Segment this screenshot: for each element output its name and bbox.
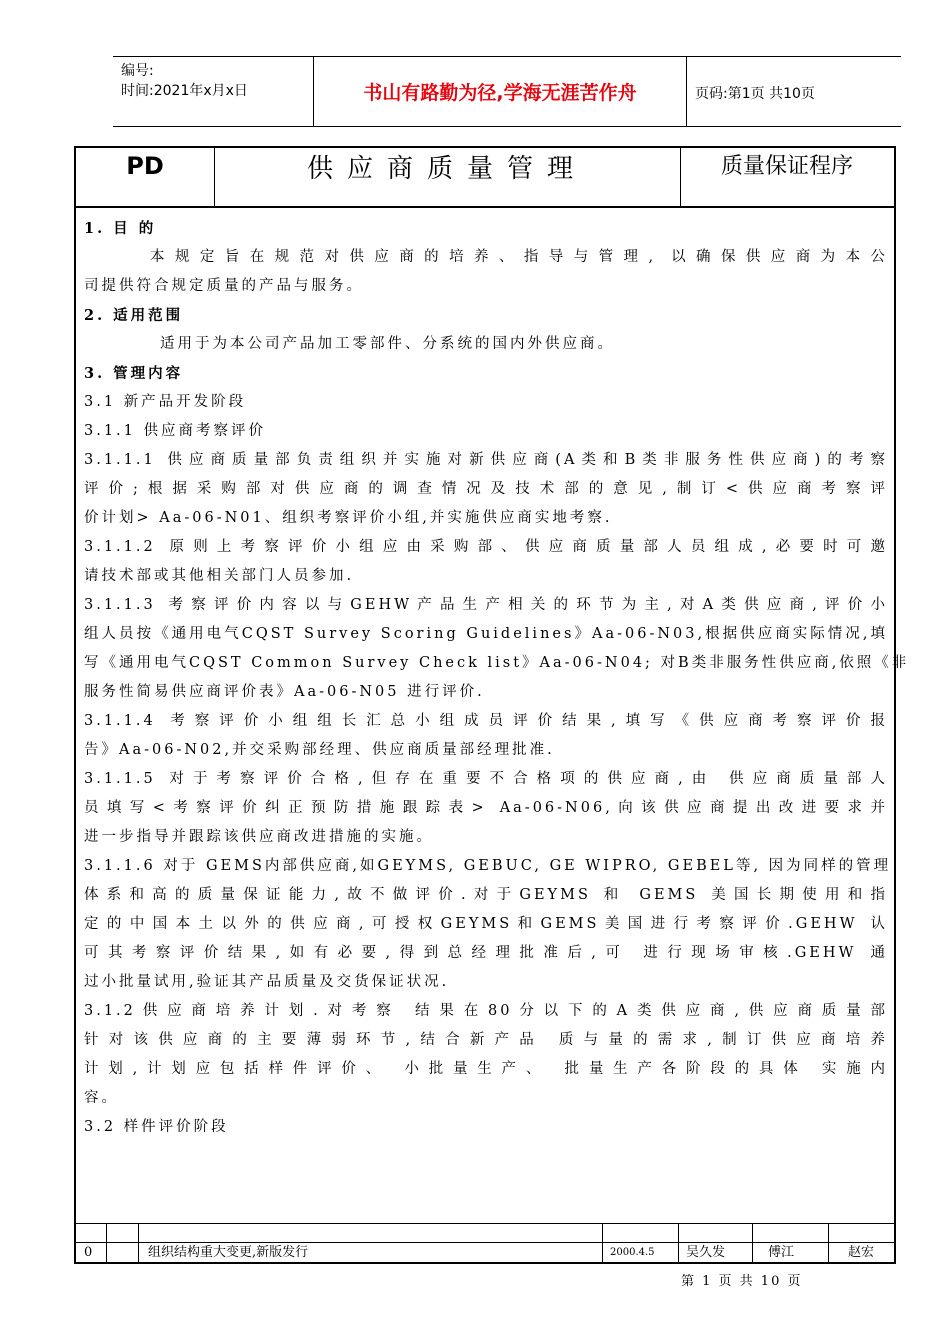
number-label: 编号: [121,63,154,79]
body-text-line: 3.1.1.4 考察评价小组组长汇总小组成员评价结果,填写《供应商考察评价报 [84,713,888,729]
revision-column-line [678,1223,679,1262]
body-text-line: 针对该供应商的主要薄弱环节,结合新产品 质与量的需求,制订供应商培养 [84,1032,888,1048]
body-text-line: 司提供符合规定质量的产品与服务。 [84,278,364,294]
body-text-line: 评价;根据采购部对供应商的调查情况及技术部的意见,制订<供应商考察评 [84,481,888,497]
time-label: 时间:2021年x月x日 [121,83,248,99]
revision-divider [76,1223,894,1224]
revision-column-line [828,1223,829,1262]
revision-divider [76,1242,894,1243]
body-text-line: 进一步指导并跟踪该供应商改进措施的实施。 [84,829,434,845]
body-text-line: 3.1.1.1 供应商质量部负责组织并实施对新供应商(A类和B类非服务性供应商)的考察 [84,452,888,468]
doc-code: PD [76,148,215,206]
body-text-line: 告》Aa-06-N02,并交采购部经理、供应商质量部经理批准. [84,742,555,758]
revision-column-line [752,1223,753,1262]
body-text-line: 适用于为本公司产品加工零部件、分系统的国内外供应商。 [160,336,615,352]
body-text-line: 3.1.1.3 考察评价内容以与GEHW产品生产相关的环节为主,对A类供应商,评价小 [84,597,888,613]
body-text-line: 员填写<考察评价纠正预防措施跟踪表> Aa-06-N06,向该供应商提出改进要求并 [84,800,888,816]
revision-prepared-by: 吴久发 [686,1245,726,1260]
body-text-line: 本规定旨在规范对供应商的培养、指导与管理, 以确保供应商为本公 [150,249,888,265]
document-body [84,214,910,1142]
revision-table [76,1223,894,1262]
section-heading: 1. 目 的 [84,220,157,237]
body-text-line: 容。 [84,1090,119,1106]
revision-checked-by: 傅江 [768,1245,795,1260]
doc-category: 质量保证程序 [720,154,853,179]
section-heading: 3. 管理内容 [84,365,184,382]
body-text-line: 写《通用电气CQST Common Survey Check list》Aa-06-N04; 对B类非服务性供应商,依照《非 [84,655,910,671]
revision-description: 组织结构重大变更,新版发行 [148,1245,309,1260]
body-text-line: 3.1 新产品开发阶段 [84,394,247,410]
motto: 书山有路勤为径,学海无涯苦作舟 [313,57,687,126]
body-text-line: 3.1.2供应商培养计划.对考察 结果在80分以下的A类供应商,供应商质量部 [84,1003,888,1019]
body-text-line: 价计划> Aa-06-N01、组织考察评价小组,并实施供应商实地考察. [84,510,613,526]
body-text-line: 3.1.1.5 对于考察评价合格,但存在重要不合格项的供应商,由 供应商质量部人 [84,771,888,787]
body-text-line: 定的中国本土以外的供应商,可授权GEYMS和GEMS美国进行考察评价.GEHW 认 [84,916,888,932]
body-text-line: 计划,计划应包括样件评价、 小批量生产、 批量生产各阶段的具体 实施内 [84,1061,888,1077]
body-text-line: 组人员按《通用电气CQST Survey Scoring Guidelines》Aa-06-N03,根据供应商实际情况,填 [84,626,888,642]
body-text-line: 3.1.1.2 原则上考察评价小组应由采购部、供应商质量部人员组成,必要时可邀 [84,539,888,555]
body-text-line: 过小批量试用,验证其产品质量及交货保证状况. [84,974,450,990]
body-text-line: 服务性简易供应商评价表》Aa-06-N05 进行评价. [84,684,485,700]
body-text-line: 3.1.1.6 对于 GEMS内部供应商,如GEYMS, GEBUC, GE WIPRO, GEBEL等, 因为同样的管理 [84,858,892,874]
doc-title: 供应商质量管理 [214,148,681,206]
page-footer: 第 1 页 共 10 页 [681,1274,803,1289]
header-meta [121,61,248,101]
body-text-line: 请技术部或其他相关部门人员参加. [84,568,355,584]
revision-date: 2000.4.5 [610,1247,655,1258]
revision-column-line [602,1223,603,1262]
body-text-line: 可其考察评价结果,如有必要,得到总经理批准后,可 进行现场审核.GEHW 通 [84,945,888,961]
body-text-line: 3.2 样件评价阶段 [84,1119,229,1135]
body-text-line: 体系和高的质量保证能力,故不做评价.对于GEYMS 和 GEMS 美国长期使用和指 [84,887,888,903]
revision-approved-by: 赵宏 [848,1245,875,1260]
document-header [113,56,901,127]
revision-column-line [138,1223,139,1262]
revision-column-line [106,1223,107,1262]
body-text-line: 3.1.1 供应商考察评价 [84,423,267,439]
title-row [76,148,894,208]
page-info: 页码:第1页 共10页 [695,86,815,102]
revision-no: 0 [84,1245,93,1260]
document-frame [74,146,910,1264]
section-heading: 2. 适用范围 [84,307,184,324]
